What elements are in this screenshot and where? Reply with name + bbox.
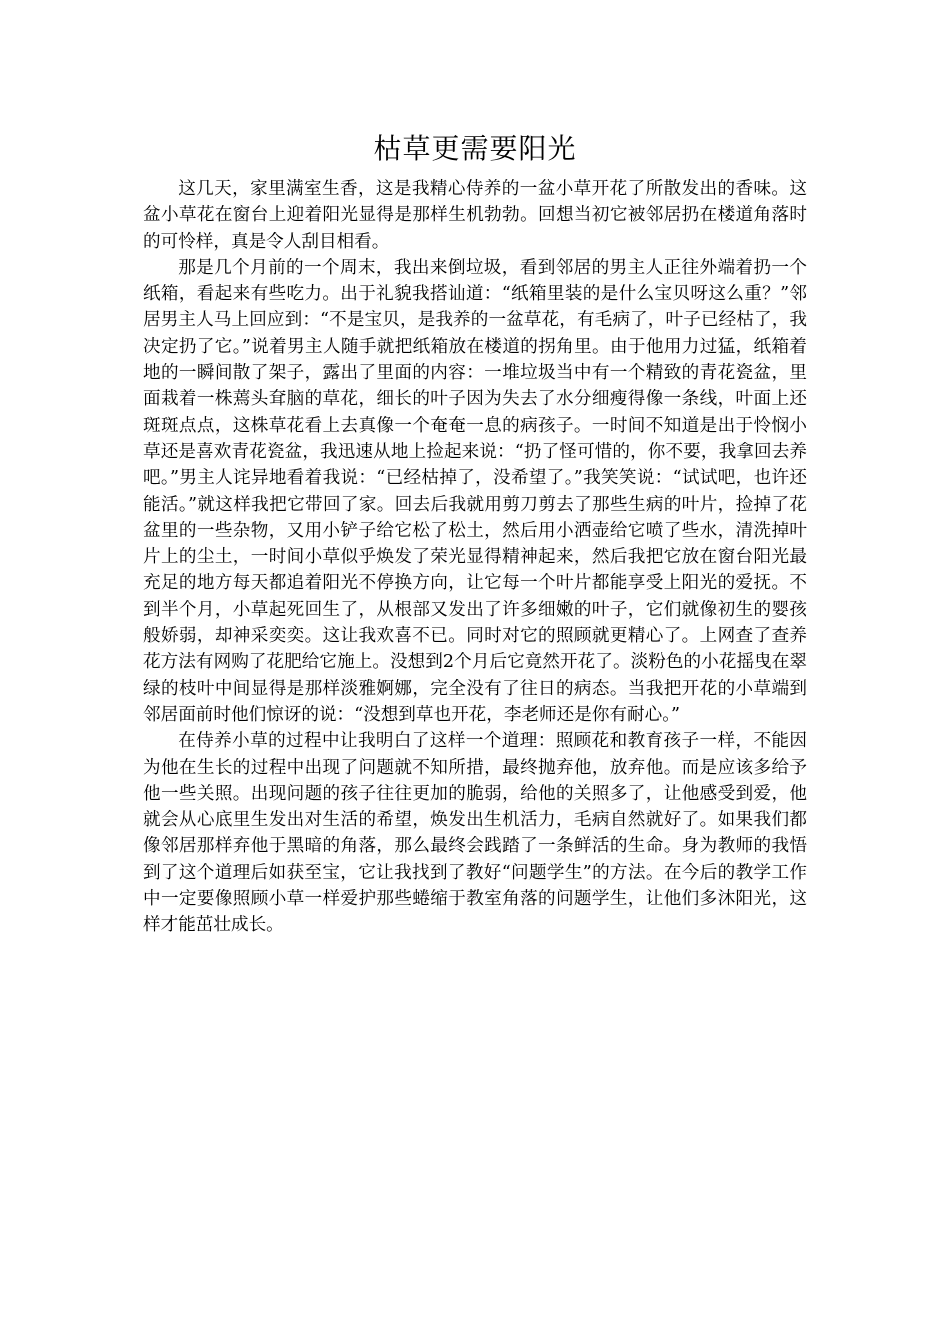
article-paragraph-1: 这几天，家里满室生香，这是我精心侍养的一盆小草开花了所散发出的香味。这盆小草花在窗台上迎着阳光显得是那样生机勃勃。回想当初它被邻居扔在楼道角落时的可怜样，真是令人刮目相看。 — [143, 179, 807, 252]
article-paragraph-2: 那是几个月前的一个周末，我出来倒垃圾，看到邻居的男主人正往外端着扔一个纸箱，看起来有些吃力。出于礼貌我搭讪道：“纸箱里装的是什么宝贝呀这么重？”邻居男主人马上回应到：“不是宝贝，是我养的一盆草花，有毛病了，叶子已经枯了，我决定扔了它。”说着男主人随手就把纸箱放在楼道的拐角里。由于他用力过猛，纸箱着地的一瞬间散了架子，露出了里面的内容：一堆垃圾当中有一个精致的青花瓷盆，里面栽着一株蔫头耷脑的草花，细长的叶子因为失去了水分细瘦得像一条线，叶面上还斑斑点点，这株草花看上去真像一个奄奄一息的病孩子。一时间不知道是出于怜悯小草还是喜欢青花瓷盆，我迅速从地上捡起来说：“扔了怪可惜的，你不要，我拿回去养吧。”男主人诧异地看着我说：“已经枯掉了，没希望了。”我笑笑说：“试试吧，也许还能活。”就这样我把它带回了家。回去后我就用剪刀剪去了那些生病的叶片，捡掉了花盆里的一些杂物，又用小铲子给它松了松土，然后用小洒壶给它喷了些水，清洗掉叶片上的尘土，一时间小草似乎焕发了荣光显得精神起来，然后我把它放在窗台阳光最充足的地方每天都追着阳光不停换方向，让它每一个叶片都能享受上阳光的爱抚。不到半个月，小草起死回生了，从根部又发出了许多细嫩的叶子，它们就像初生的婴孩般娇弱，却神采奕奕。这让我欢喜不已。同时对它的照顾就更精心了。上网查了查养花方法有网购了花肥给它施上。没想到2个月后它竟然开花了。淡粉色的小花摇曳在翠绿的枝叶中间显得是那样淡雅婀娜，完全没有了往日的病态。当我把开花的小草端到邻居面前时他们惊讶的说：“没想到草也开花，李老师还是你有耐心。” — [143, 257, 807, 725]
article-title: 枯草更需要阳光 — [373, 132, 577, 165]
article — [143, 128, 807, 939]
article-paragraph-3: 在侍养小草的过程中让我明白了这样一个道理：照顾花和教育孩子一样，不能因为他在生长的过程中出现了问题就不知所措，最终抛弃他，放弃他。而是应该多给予他一些关照。出现问题的孩子往往更加的脆弱，给他的关照多了，让他感受到爱，他就会从心底里生发出对生活的希望，焕发出生机活力，毛病自然就好了。如果我们都像邻居那样弃他于黑暗的角落，那么最终会践踏了一条鲜活的生命。身为教师的我悟到了这个道理后如获至宝，它让我找到了教好“问题学生”的方法。在今后的教学工作中一定要像照顾小草一样爱护那些蜷缩于教室角落的问题学生，让他们多沐阳光，这样才能茁壮成长。 — [143, 731, 807, 936]
